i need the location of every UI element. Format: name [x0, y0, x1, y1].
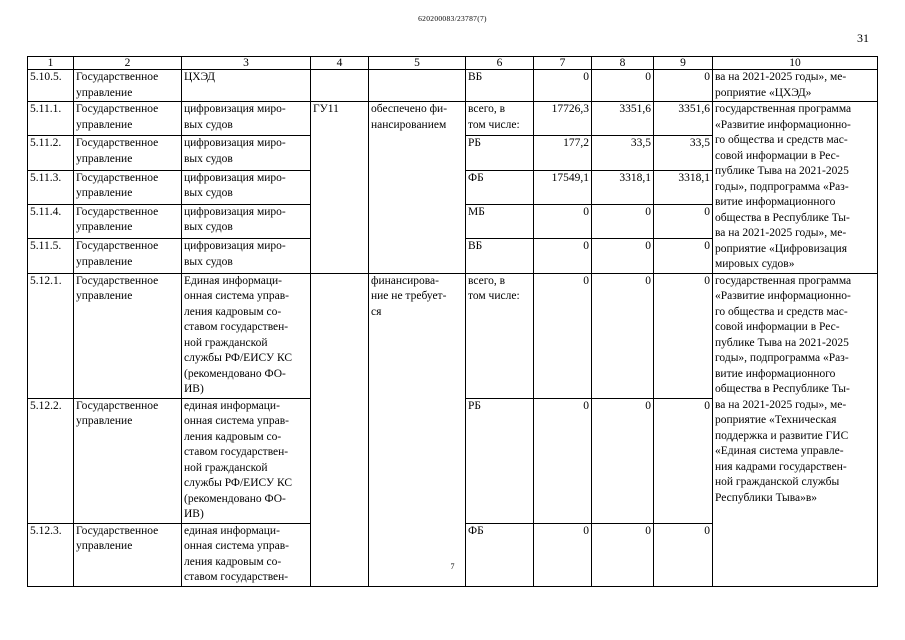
item-number-cell: 5.10.5.	[28, 70, 74, 102]
item-name-line: онная система управ-	[184, 290, 290, 302]
funding-source-cell	[466, 239, 534, 273]
value-col8-cell: 33,5	[592, 136, 654, 170]
item-name-line: цифровизация миро-	[184, 205, 286, 218]
value-col7-cell: 0	[534, 523, 592, 586]
financing-status-line: финансирова-	[371, 274, 439, 287]
item-name-line: онная система управ-	[184, 540, 290, 552]
program-note-line: роприятие «Цифровизация	[715, 242, 847, 255]
footer-mark: 7	[450, 562, 455, 571]
program-note-line: го общества и средств мас-	[715, 134, 848, 146]
column-header: 7	[534, 57, 592, 70]
program-note-line: ва на 2021-2025 годы», ме-	[715, 227, 847, 239]
organization-cell	[74, 239, 182, 273]
value-col9-cell: 0	[654, 398, 713, 523]
column-header: 3	[182, 57, 311, 70]
item-name-line: вых судов	[184, 221, 233, 234]
funding-source-cell	[466, 523, 534, 586]
page-number: 31	[857, 31, 869, 45]
value-col9-cell: 0	[654, 204, 713, 238]
item-name-line: службы РФ/ЕИСУ КС	[184, 477, 293, 489]
item-number-cell: 5.12.1.	[28, 273, 74, 398]
program-note-line: ва на 2021-2025 годы», ме-	[715, 398, 847, 411]
funding-source-cell	[466, 136, 534, 170]
item-name-line: цифровизация миро-	[184, 240, 286, 253]
program-note-line: годы», подпрограмма «Раз-	[715, 352, 849, 364]
organization-line: Государственное	[76, 103, 159, 115]
funding-source-line: РБ	[468, 137, 481, 150]
item-number-cell: 5.11.4.	[28, 204, 74, 238]
funding-source-line: МБ	[468, 205, 485, 218]
financing-status-line: обеспечено фи-	[371, 103, 448, 115]
program-note-line: «Развитие информационно-	[715, 118, 851, 131]
organization-line: управление	[76, 221, 133, 234]
organization-line: управление	[76, 152, 133, 165]
program-note-line: публике Тыва на 2021-2025	[715, 165, 849, 177]
item-name-cell	[182, 204, 311, 238]
item-name-cell	[182, 102, 311, 136]
organization-line: управление	[76, 255, 133, 268]
financing-status-cell	[369, 273, 466, 586]
financing-status-cell	[369, 102, 466, 274]
item-name-cell	[182, 170, 311, 204]
organization-line: Государственное	[76, 171, 159, 184]
column-header: 5	[369, 57, 466, 70]
item-number-cell: 5.11.2.	[28, 136, 74, 170]
table-row	[28, 102, 878, 136]
organization-line: Государственное	[76, 399, 159, 412]
program-note-line: ва на 2021-2025 годы», ме-	[715, 71, 847, 83]
funding-source-cell	[466, 102, 534, 136]
column-number-row	[28, 57, 878, 70]
organization-line: Государственное	[76, 137, 159, 150]
item-name-line: (рекомендовано ФО-	[184, 367, 286, 380]
value-col8-cell: 3351,6	[592, 102, 654, 136]
column-header: 9	[654, 57, 713, 70]
organization-cell	[74, 273, 182, 398]
program-note-line: мировых судов»	[715, 258, 795, 270]
item-number-cell: 5.11.3.	[28, 170, 74, 204]
organization-cell	[74, 170, 182, 204]
value-col9-cell: 0	[654, 70, 713, 102]
item-name-line: ставом государствен-	[184, 321, 289, 333]
budget-table	[27, 56, 878, 587]
column-header: 10	[713, 57, 878, 70]
item-name-line: вых судов	[184, 118, 233, 131]
value-col7-cell: 0	[534, 70, 592, 102]
program-note-cell	[713, 70, 878, 102]
funding-source-cell	[466, 204, 534, 238]
document-id: 620200083/23787(7)	[418, 14, 487, 23]
organization-line: управление	[76, 187, 133, 200]
item-number-cell: 5.11.1.	[28, 102, 74, 136]
item-name-line: единая информаци-	[184, 524, 280, 537]
item-name-cell	[182, 398, 311, 523]
value-col9-cell: 0	[654, 523, 713, 586]
item-name-line: ИВ)	[184, 383, 204, 395]
value-col8-cell: 0	[592, 273, 654, 398]
item-name-line: цифровизация миро-	[184, 137, 286, 150]
financing-status-cell	[369, 70, 466, 102]
value-col8-cell: 3318,1	[592, 170, 654, 204]
item-name-line: ставом государствен-	[184, 571, 289, 583]
value-col8-cell: 0	[592, 523, 654, 586]
table-row	[28, 70, 878, 102]
value-col8-cell: 0	[592, 70, 654, 102]
column-header: 6	[466, 57, 534, 70]
program-note-line: совой информации в Рес-	[715, 149, 840, 162]
program-note-line: «Единая система управле-	[715, 445, 844, 457]
value-col7-cell: 0	[534, 398, 592, 523]
column-header: 4	[311, 57, 369, 70]
program-note-line: годы», подпрограмма «Раз-	[715, 180, 849, 193]
item-name-line: вых судов	[184, 152, 233, 165]
funding-source-line: ФБ	[468, 171, 484, 184]
item-name-line: ИВ)	[184, 508, 204, 520]
value-col9-cell: 0	[654, 273, 713, 398]
program-note-line: роприятие «ЦХЭД»	[715, 86, 812, 99]
item-name-line: Единая информаци-	[184, 274, 282, 287]
column-header: 2	[74, 57, 182, 70]
funding-source-line: том числе:	[468, 118, 520, 131]
item-name-line: вых судов	[184, 187, 233, 200]
item-name-line: вых судов	[184, 255, 233, 268]
financing-status-line: ся	[371, 305, 382, 318]
column-header: 1	[28, 57, 74, 70]
program-note-line: витие информационного	[715, 367, 836, 380]
code-cell	[311, 70, 369, 102]
value-col7-cell: 17726,3	[534, 102, 592, 136]
organization-line: управление	[76, 118, 133, 131]
funding-source-cell	[466, 170, 534, 204]
item-name-line: (рекомендовано ФО-	[184, 492, 286, 505]
item-name-line: единая информаци-	[184, 399, 280, 412]
item-name-line: службы РФ/ЕИСУ КС	[184, 352, 293, 364]
code-cell: ГУ11	[311, 102, 369, 274]
value-col7-cell: 177,2	[534, 136, 592, 170]
item-name-line: онная система управ-	[184, 415, 290, 427]
item-name-line: ставом государствен-	[184, 446, 289, 458]
program-note-line: государственная программа	[715, 274, 852, 287]
value-col9-cell: 3318,1	[654, 170, 713, 204]
organization-cell	[74, 102, 182, 136]
value-col8-cell: 0	[592, 239, 654, 273]
item-name-line: ления кадровым со-	[184, 305, 282, 318]
organization-cell	[74, 70, 182, 102]
item-name-line: ЦХЭД	[184, 71, 215, 83]
item-name-cell	[182, 523, 311, 586]
organization-line: Государственное	[76, 71, 159, 83]
program-note-line: «Развитие информационно-	[715, 290, 851, 302]
organization-line: Государственное	[76, 524, 159, 537]
item-number-cell: 5.12.2.	[28, 398, 74, 523]
organization-line: управление	[76, 415, 133, 427]
item-name-line: цифровизация миро-	[184, 171, 286, 184]
program-note-line: роприятие «Техническая	[715, 414, 837, 426]
value-col7-cell: 17549,1	[534, 170, 592, 204]
program-note-line: ной гражданской службы	[715, 476, 840, 488]
program-note-cell	[713, 102, 878, 274]
item-name-cell	[182, 136, 311, 170]
code-cell	[311, 273, 369, 586]
program-note-cell	[713, 273, 878, 586]
item-name-cell	[182, 70, 311, 102]
funding-source-cell	[466, 70, 534, 102]
program-note-line: государственная программа	[715, 103, 852, 115]
item-name-line: ной гражданской	[184, 461, 268, 474]
funding-source-cell	[466, 398, 534, 523]
funding-source-line: ВБ	[468, 71, 483, 83]
financing-status-line: нансированием	[371, 118, 447, 131]
funding-source-line: всего, в	[468, 274, 506, 287]
value-col9-cell: 3351,6	[654, 102, 713, 136]
funding-source-line: ВБ	[468, 240, 483, 253]
table-row	[28, 273, 878, 398]
program-note-line: го общества и средств мас-	[715, 305, 848, 318]
organization-line: управление	[76, 290, 133, 302]
item-name-line: цифровизация миро-	[184, 103, 286, 115]
organization-line: управление	[76, 540, 133, 552]
organization-cell	[74, 398, 182, 523]
value-col7-cell: 0	[534, 273, 592, 398]
funding-source-cell	[466, 273, 534, 398]
value-col8-cell: 0	[592, 204, 654, 238]
organization-cell	[74, 136, 182, 170]
funding-source-line: всего, в	[468, 103, 506, 115]
organization-cell	[74, 523, 182, 586]
item-name-line: ной гражданской	[184, 336, 268, 349]
program-note-line: Республики Тыва»в»	[715, 491, 818, 504]
financing-status-line: ние не требует-	[371, 290, 447, 302]
value-col7-cell: 0	[534, 204, 592, 238]
program-note-line: общества в Республике Ты-	[715, 383, 850, 395]
item-name-line: ления кадровым со-	[184, 430, 282, 443]
organization-line: управление	[76, 86, 133, 99]
value-col7-cell: 0	[534, 239, 592, 273]
item-number-cell: 5.12.3.	[28, 523, 74, 586]
value-col9-cell: 0	[654, 239, 713, 273]
organization-line: Государственное	[76, 240, 159, 253]
item-name-cell	[182, 239, 311, 273]
funding-source-line: ФБ	[468, 524, 484, 537]
funding-source-line: РБ	[468, 399, 481, 412]
program-note-line: ния кадрами государствен-	[715, 460, 847, 473]
program-note-line: совой информации в Рес-	[715, 321, 840, 333]
organization-cell	[74, 204, 182, 238]
value-col9-cell: 33,5	[654, 136, 713, 170]
program-note-line: публике Тыва на 2021-2025	[715, 336, 849, 349]
funding-source-line: том числе:	[468, 290, 520, 302]
item-number-cell: 5.11.5.	[28, 239, 74, 273]
program-note-line: поддержка и развитие ГИС	[715, 429, 849, 442]
program-note-line: витие информационного	[715, 196, 836, 208]
item-name-line: ления кадровым со-	[184, 555, 282, 568]
organization-line: Государственное	[76, 205, 159, 218]
program-note-line: общества в Республике Ты-	[715, 211, 850, 224]
value-col8-cell: 0	[592, 398, 654, 523]
column-header: 8	[592, 57, 654, 70]
item-name-cell	[182, 273, 311, 398]
organization-line: Государственное	[76, 274, 159, 287]
